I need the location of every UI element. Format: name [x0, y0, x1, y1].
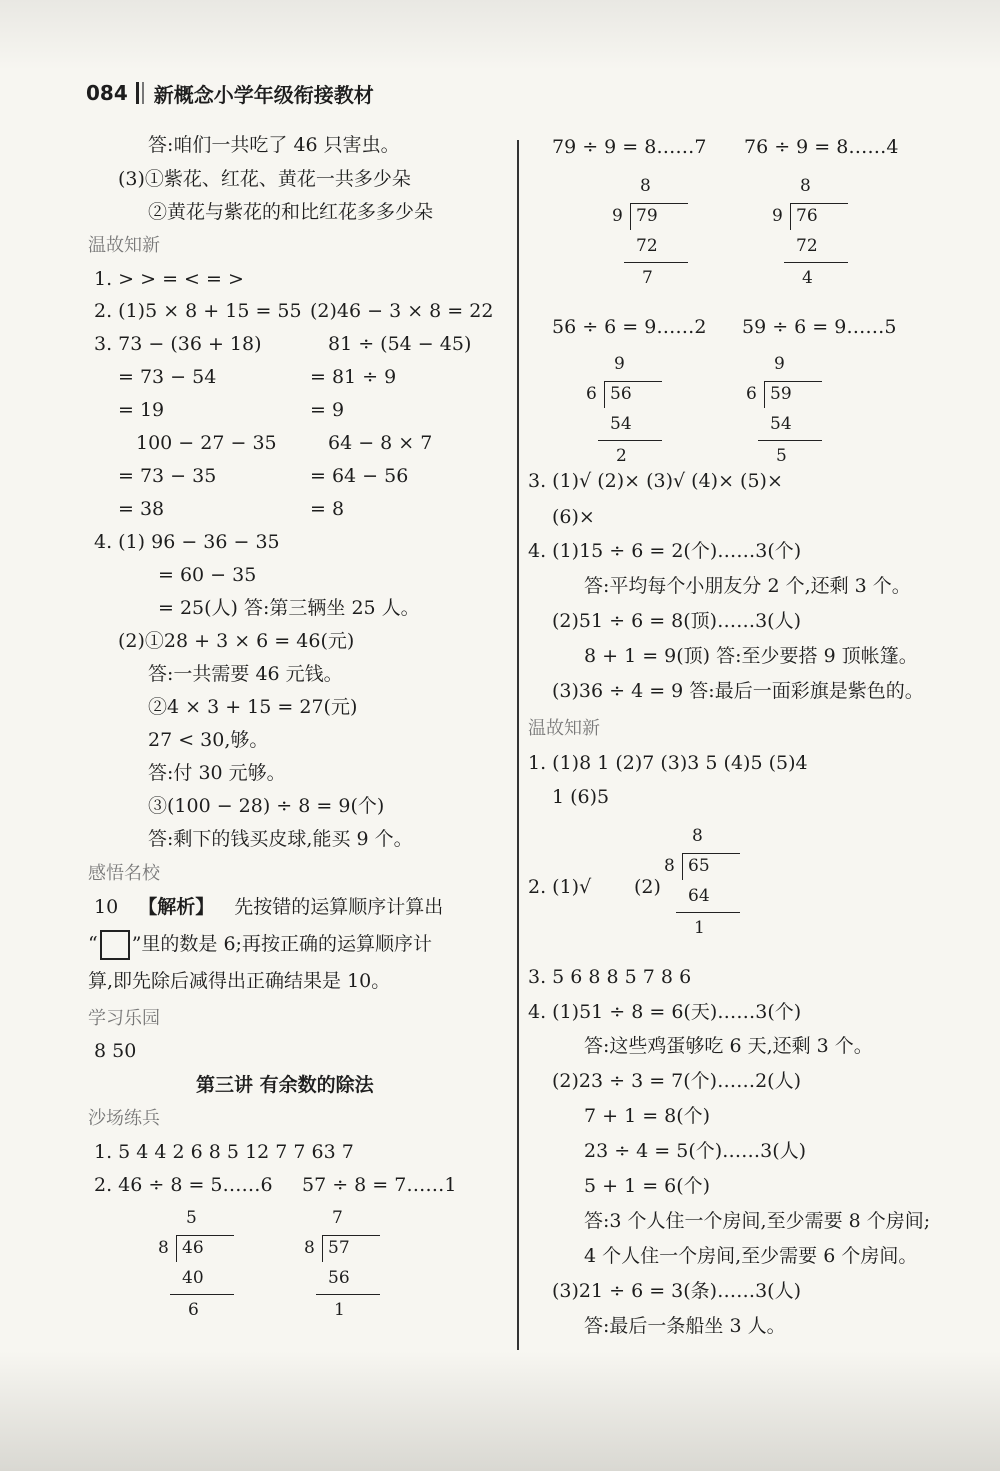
header-bar-thin-icon	[142, 82, 144, 104]
remainder: 6	[188, 1300, 199, 1320]
quotient: 8	[640, 176, 651, 196]
answer-number: 10	[94, 896, 119, 918]
bottom-decoration	[0, 1351, 1000, 1471]
long-division	[584, 354, 694, 484]
remainder: 1	[334, 1300, 345, 1320]
answer-line: 1. (1)8 1 (2)7 (3)3 5 (4)5 (5)4	[528, 752, 808, 774]
analysis-line	[88, 930, 432, 960]
quotient: 8	[692, 826, 703, 846]
answer-line: (2)46 − 3 × 8 = 22	[310, 300, 494, 322]
calc-line: (2)51 ÷ 6 = 8(顶)……3(人)	[552, 610, 802, 632]
calc-line: 100 − 27 − 35	[136, 432, 277, 454]
calc-line: 59 ÷ 6 = 9……5	[742, 316, 897, 338]
dividend: 65	[688, 856, 710, 876]
calc-line: 5 + 1 = 6(个)	[584, 1175, 711, 1197]
answer-line: 答:付 30 元够。	[148, 762, 286, 784]
dividend: 59	[770, 384, 792, 404]
calc-line: ③(100 − 28) ÷ 8 = 9(个)	[148, 795, 385, 817]
answer-line: 1. 5 4 4 2 6 8 5 12 7 7 63 7	[94, 1141, 354, 1163]
section-label: 感悟名校	[88, 863, 160, 884]
blank-box	[100, 930, 130, 960]
divisor: 6	[586, 384, 597, 404]
long-division	[156, 1208, 266, 1338]
section-label: 温故知新	[528, 718, 600, 739]
calc-line: = 73 − 54	[118, 366, 217, 388]
calc-line: 3. 73 − (36 + 18)	[94, 333, 262, 355]
product: 72	[796, 236, 818, 256]
answer-line: 答:咱们一共吃了 46 只害虫。	[148, 134, 400, 156]
calc-line: 23 ÷ 4 = 5(个)……3(人)	[584, 1140, 807, 1162]
page-number: 084	[86, 81, 128, 105]
calc-line: 79 ÷ 9 = 8……7	[552, 136, 707, 158]
calc-line: = 73 − 35	[118, 465, 217, 487]
section-label: 沙场练兵	[88, 1108, 160, 1129]
dividend: 46	[182, 1238, 204, 1258]
calc-line: (3)36 ÷ 4 = 9 答:最后一面彩旗是紫色的。	[552, 680, 924, 702]
calc-line: 64 − 8 × 7	[328, 432, 433, 454]
remainder: 1	[694, 918, 705, 938]
answer-line: 答:3 个人住一个房间,至少需要 8 个房间;	[584, 1210, 931, 1232]
analysis-label: 【解析】	[138, 896, 215, 918]
calc-line: 4. (1) 96 − 36 − 35	[94, 531, 280, 553]
calc-line: 2. 46 ÷ 8 = 5……6	[94, 1174, 273, 1196]
calc-line: (2)①28 + 3 × 6 = 46(元)	[118, 630, 355, 652]
long-division	[610, 176, 720, 306]
divisor: 8	[664, 856, 675, 876]
product: 54	[770, 414, 792, 434]
calc-line: = 64 − 56	[310, 465, 409, 487]
calc-line: = 19	[118, 399, 165, 421]
answer-line: 答:平均每个小朋友分 2 个,还剩 3 个。	[584, 575, 911, 597]
quotient: 8	[800, 176, 811, 196]
calc-line: ②4 × 3 + 15 = 27(元)	[148, 696, 358, 718]
answer-line: 答:这些鸡蛋够吃 6 天,还剩 3 个。	[584, 1035, 873, 1057]
answer-line: 8 50	[94, 1040, 137, 1062]
answer-line: 2. (1)5 × 8 + 15 = 55	[94, 300, 302, 322]
calc-line: 76 ÷ 9 = 8……4	[744, 136, 899, 158]
dividend: 76	[796, 206, 818, 226]
calc-line: 81 ÷ (54 − 45)	[328, 333, 472, 355]
answer-line: (2)	[634, 876, 661, 898]
answer-line: 3. (1)√ (2)× (3)√ (4)× (5)×	[528, 470, 783, 492]
product: 56	[328, 1268, 350, 1288]
analysis-text: 先按错的运算顺序计算出	[234, 896, 444, 918]
calc-line: = 9	[310, 399, 345, 421]
calc-line: = 81 ÷ 9	[310, 366, 397, 388]
product: 54	[610, 414, 632, 434]
book-title: 新概念小学年级衔接教材	[153, 82, 374, 107]
calc-line: 4. (1)15 ÷ 6 = 2(个)……3(个)	[528, 540, 802, 562]
remainder: 2	[616, 446, 627, 466]
dividend: 79	[636, 206, 658, 226]
calc-line: = 25(人) 答:第三辆坐 25 人。	[158, 597, 420, 619]
calc-line: 57 ÷ 8 = 7……1	[302, 1174, 457, 1196]
quotient: 5	[186, 1208, 197, 1228]
analysis-line: 算,即先除后减得出正确结果是 10。	[88, 970, 391, 992]
section-label: 学习乐园	[88, 1008, 160, 1029]
calc-line: = 38	[118, 498, 165, 520]
answer-line: (6)×	[552, 506, 595, 528]
divisor: 9	[612, 206, 623, 226]
product: 64	[688, 886, 710, 906]
column-divider	[517, 140, 519, 1350]
calc-line: = 8	[310, 498, 345, 520]
long-division	[302, 1208, 412, 1338]
quotient: 7	[332, 1208, 343, 1228]
long-division	[744, 354, 854, 484]
divisor: 6	[746, 384, 757, 404]
long-division	[662, 826, 772, 956]
calc-line: 7 + 1 = 8(个)	[584, 1105, 711, 1127]
page-header	[86, 78, 374, 108]
calc-line: (3)21 ÷ 6 = 3(条)……3(人)	[552, 1280, 802, 1302]
analysis-line	[94, 894, 443, 920]
dividend: 56	[610, 384, 632, 404]
product: 40	[182, 1268, 204, 1288]
remainder: 7	[642, 268, 653, 288]
long-division	[770, 176, 880, 306]
answer-line: 3. 5 6 8 8 5 7 8 6	[528, 966, 692, 988]
calc-line: 56 ÷ 6 = 9……2	[552, 316, 707, 338]
remainder: 5	[776, 446, 787, 466]
answer-line: 1 (6)5	[552, 786, 610, 808]
calc-line: (2)23 ÷ 3 = 7(个)……2(人)	[552, 1070, 802, 1092]
section-label: 温故知新	[88, 235, 160, 256]
analysis-text: ”里的数是 6;再按正确的运算顺序计	[131, 933, 432, 955]
quotient: 9	[614, 354, 625, 374]
lesson-title: 第三讲 有余数的除法	[196, 1074, 374, 1096]
quote-open: “	[88, 933, 98, 955]
divisor: 9	[772, 206, 783, 226]
answer-line: 答:一共需要 46 元钱。	[148, 663, 343, 685]
answer-line: 答:剩下的钱买皮球,能买 9 个。	[148, 828, 413, 850]
calc-line: 8 + 1 = 9(顶) 答:至少要搭 9 顶帐篷。	[584, 645, 918, 667]
calc-line: 27 < 30,够。	[148, 729, 269, 751]
answer-line: 答:最后一条船坐 3 人。	[584, 1315, 786, 1337]
question-line: (3)①紫花、红花、黄花一共多少朵	[118, 168, 411, 190]
answer-line: 1. > > = < = >	[94, 268, 244, 290]
calc-line: = 60 − 35	[158, 564, 257, 586]
answer-line: 2. (1)√	[528, 876, 592, 898]
product: 72	[636, 236, 658, 256]
remainder: 4	[802, 268, 813, 288]
top-decoration	[0, 0, 1000, 70]
header-bar-icon	[136, 82, 139, 104]
quotient: 9	[774, 354, 785, 374]
question-line: ②黄花与紫花的和比红花多多少朵	[148, 201, 434, 223]
answer-line: 4 个人住一个房间,至少需要 6 个房间。	[584, 1245, 918, 1267]
dividend: 57	[328, 1238, 350, 1258]
divisor: 8	[304, 1238, 315, 1258]
calc-line: 4. (1)51 ÷ 8 = 6(天)……3(个)	[528, 1001, 802, 1023]
divisor: 8	[158, 1238, 169, 1258]
